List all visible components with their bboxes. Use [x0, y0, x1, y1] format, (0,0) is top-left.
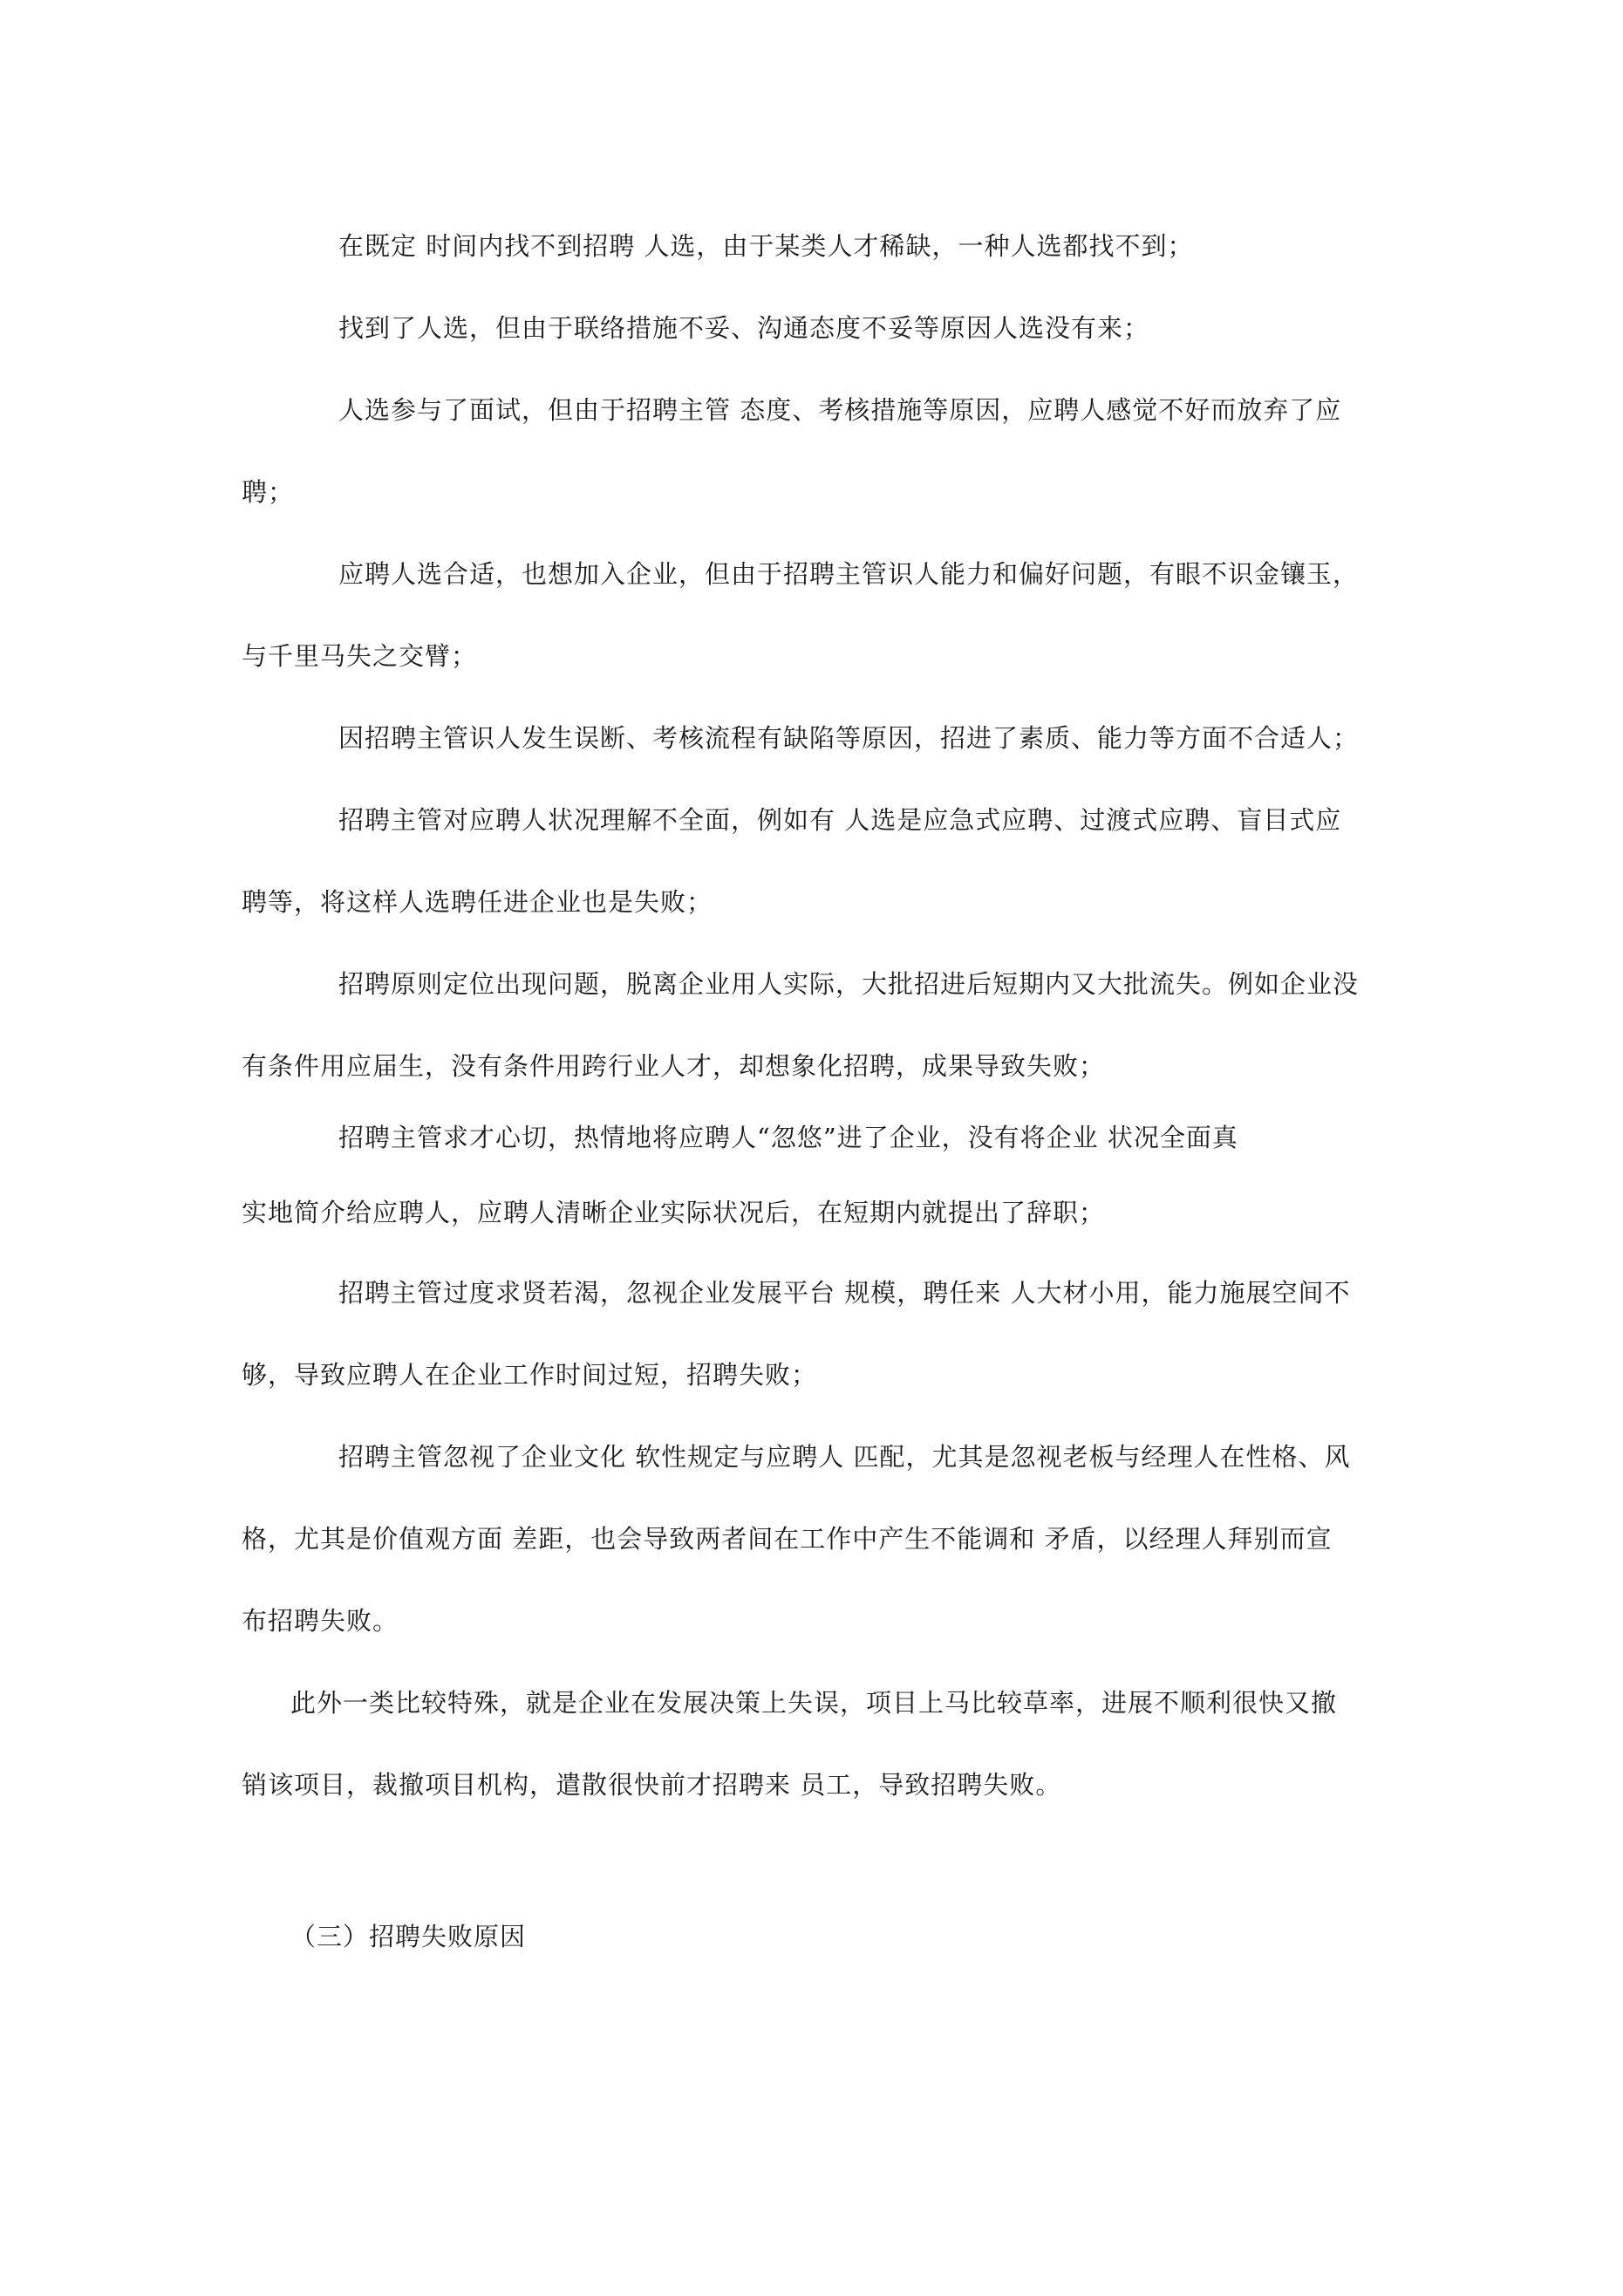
section-heading: （三）招聘失败原因: [290, 1922, 527, 1951]
paragraph-line-9: 聘等，将这样人选聘任进企业也是失败；: [242, 887, 713, 917]
paragraph-line-5: 应聘人选合适，也想加入企业，但由于招聘主管识人能力和偏好问题，有眼不识金镶玉，: [338, 559, 1360, 589]
paragraph-line-15: 够，导致应聘人在企业工作时间过短，招聘失败；: [242, 1360, 818, 1390]
paragraph-line-20: 销该项目，裁撤项目机构，遣散很快前才招聘来 员工，导致招聘失败。: [242, 1770, 1062, 1800]
paragraph-line-16: 招聘主管忽视了企业文化 软性规定与应聘人 匹配，尤其是忽视老板与经理人在性格、风: [338, 1442, 1351, 1472]
paragraph-line-12: 招聘主管求才心切，热情地将应聘人“忽悠”进了企业，没有将企业 状况全面真: [338, 1123, 1238, 1152]
paragraph-line-14: 招聘主管过度求贤若渴，忽视企业发展平台 规模，聘任来 人大材小用，能力施展空间不: [338, 1278, 1351, 1308]
paragraph-line-2: 找到了人选，但由于联络措施不妥、沟通态度不妥等原因人选没有来；: [338, 313, 1150, 343]
paragraph-line-18: 布招聘失败。: [242, 1606, 399, 1636]
paragraph-line-7: 因招聘主管识人发生误断、考核流程有缺陷等原因，招进了素质、能力等方面不合适人；: [338, 723, 1360, 753]
paragraph-line-10: 招聘原则定位出现问题，脱离企业用人实际，大批招进后短期内又大批流失。例如企业没: [338, 969, 1360, 999]
paragraph-line-8: 招聘主管对应聘人状况理解不全面，例如有 人选是应急式应聘、过渡式应聘、盲目式应: [338, 805, 1342, 835]
paragraph-line-17: 格，尤其是价值观方面 差距，也会导致两者间在工作中产生不能调和 矛盾，以经理人拜别而宣: [242, 1524, 1333, 1554]
paragraph-line-19: 此外一类比较特殊，就是企业在发展决策上失误，项目上马比较草率，进展不顺利很快又撤: [290, 1688, 1338, 1718]
paragraph-line-4: 聘；: [242, 477, 295, 507]
paragraph-line-11: 有条件用应届生，没有条件用跨行业人才，却想象化招聘，成果导致失败；: [242, 1051, 1106, 1081]
paragraph-line-6: 与千里马失之交臂；: [242, 641, 478, 671]
paragraph-line-13: 实地简介给应聘人，应聘人清晰企业实际状况后，在短期内就提出了辞职；: [242, 1198, 1106, 1227]
paragraph-line-3: 人选参与了面试，但由于招聘主管 态度、考核措施等原因，应聘人感觉不好而放弃了应: [338, 395, 1342, 425]
paragraph-line-1: 在既定 时间内找不到招聘 人选，由于某类人才稀缺，一种人选都找不到；: [338, 231, 1194, 261]
